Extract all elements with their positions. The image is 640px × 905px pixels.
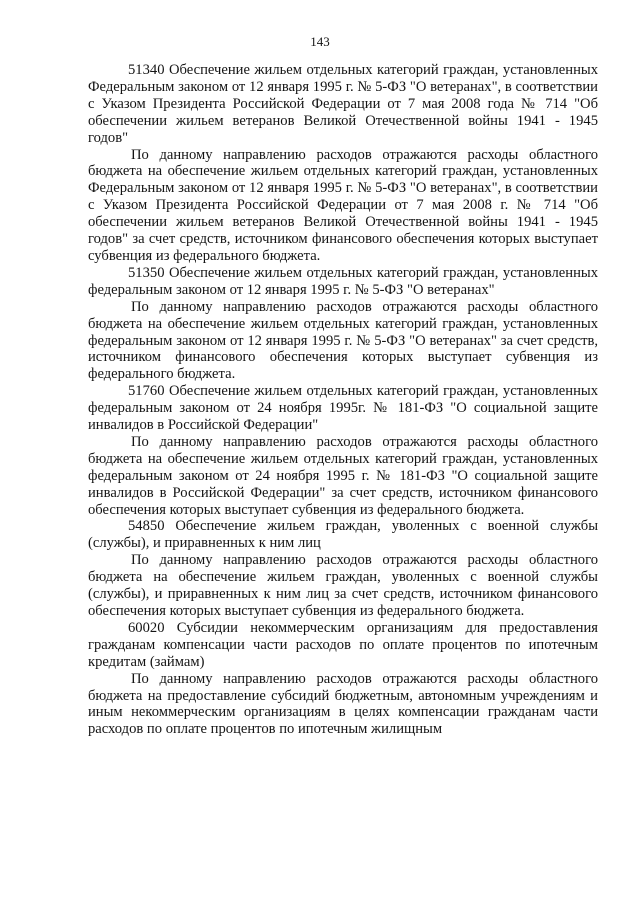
paragraph-51340-description: По данному направлению расходов отражаются расходы областного бюджета на обеспечение жильем отдельных категорий граждан, установленных Федеральным законом от 12 января 1995 г. № 5-ФЗ "О ветеранах", в соответствии с Указом Президента Российской Федерации от 7 мая 2008 г. № 714 "Об обеспечении жильем ветеранов Великой Отечественной войны 1941 - 1945 годов" за счет средств, источником финансового обеспечения которых выступает субвенция из федерального бюджета. [88,146,598,264]
paragraph-60020-heading: 60020 Субсидии некоммерческим организациям для предоставления гражданам компенсации части расходов по оплате процентов по ипотечным кредитам (займам) [88,619,598,670]
paragraph-54850-heading: 54850 Обеспечение жильем граждан, уволенных с военной службы (службы), и приравненных к ним лиц [88,518,598,552]
document-body [88,62,598,738]
page-number: 143 [310,34,330,49]
paragraph-51350-heading: 51350 Обеспечение жильем отдельных категорий граждан, установленных федеральным законом от 12 января 1995 г. № 5-ФЗ "О ветеранах" [88,264,598,298]
paragraph-60020-description: По данному направлению расходов отражаются расходы областного бюджета на предоставление субсидий бюджетным, автономным учреждениям и иным некоммерческим организациям в целях компенсации гражданам части расходов по оплате процентов по ипотечным жилищным [88,670,598,738]
paragraph-51350-description: По данному направлению расходов отражаются расходы областного бюджета на обеспечение жильем отдельных категорий граждан, установленных федеральным законом от 12 января 1995 г. № 5-ФЗ "О ветеранах" за счет средств, источником финансового обеспечения которых выступает субвенция из федерального бюджета. [88,298,598,383]
paragraph-51340-heading: 51340 Обеспечение жильем отдельных категорий граждан, установленных Федеральным законом от 12 января 1995 г. № 5-ФЗ "О ветеранах", в соответствии с Указом Президента Российской Федерации от 7 мая 2008 года № 714 "Об обеспечении жильем ветеранов Великой Отечественной войны 1941 - 1945 годов" [88,62,598,146]
paragraph-51760-description: По данному направлению расходов отражаются расходы областного бюджета на обеспечение жильем отдельных категорий граждан, установленных федеральным законом от 24 ноября 1995 г. № 181-ФЗ "О социальной защите инвалидов в Российской Федерации" за счет средств, источником финансового обеспечения которых выступает субвенция из федерального бюджета. [88,433,598,518]
paragraph-51760-heading: 51760 Обеспечение жильем отдельных категорий граждан, установленных федеральным законом от 24 ноября 1995г. № 181-ФЗ "О социальной защите инвалидов в Российской Федерации" [88,383,598,434]
paragraph-54850-description: По данному направлению расходов отражаются расходы областного бюджета на обеспечение жильем граждан, уволенных с военной службы (службы), и приравненных к ним лиц за счет средств, источником финансового обеспечения которых выступает субвенция из федерального бюджета. [88,552,598,619]
